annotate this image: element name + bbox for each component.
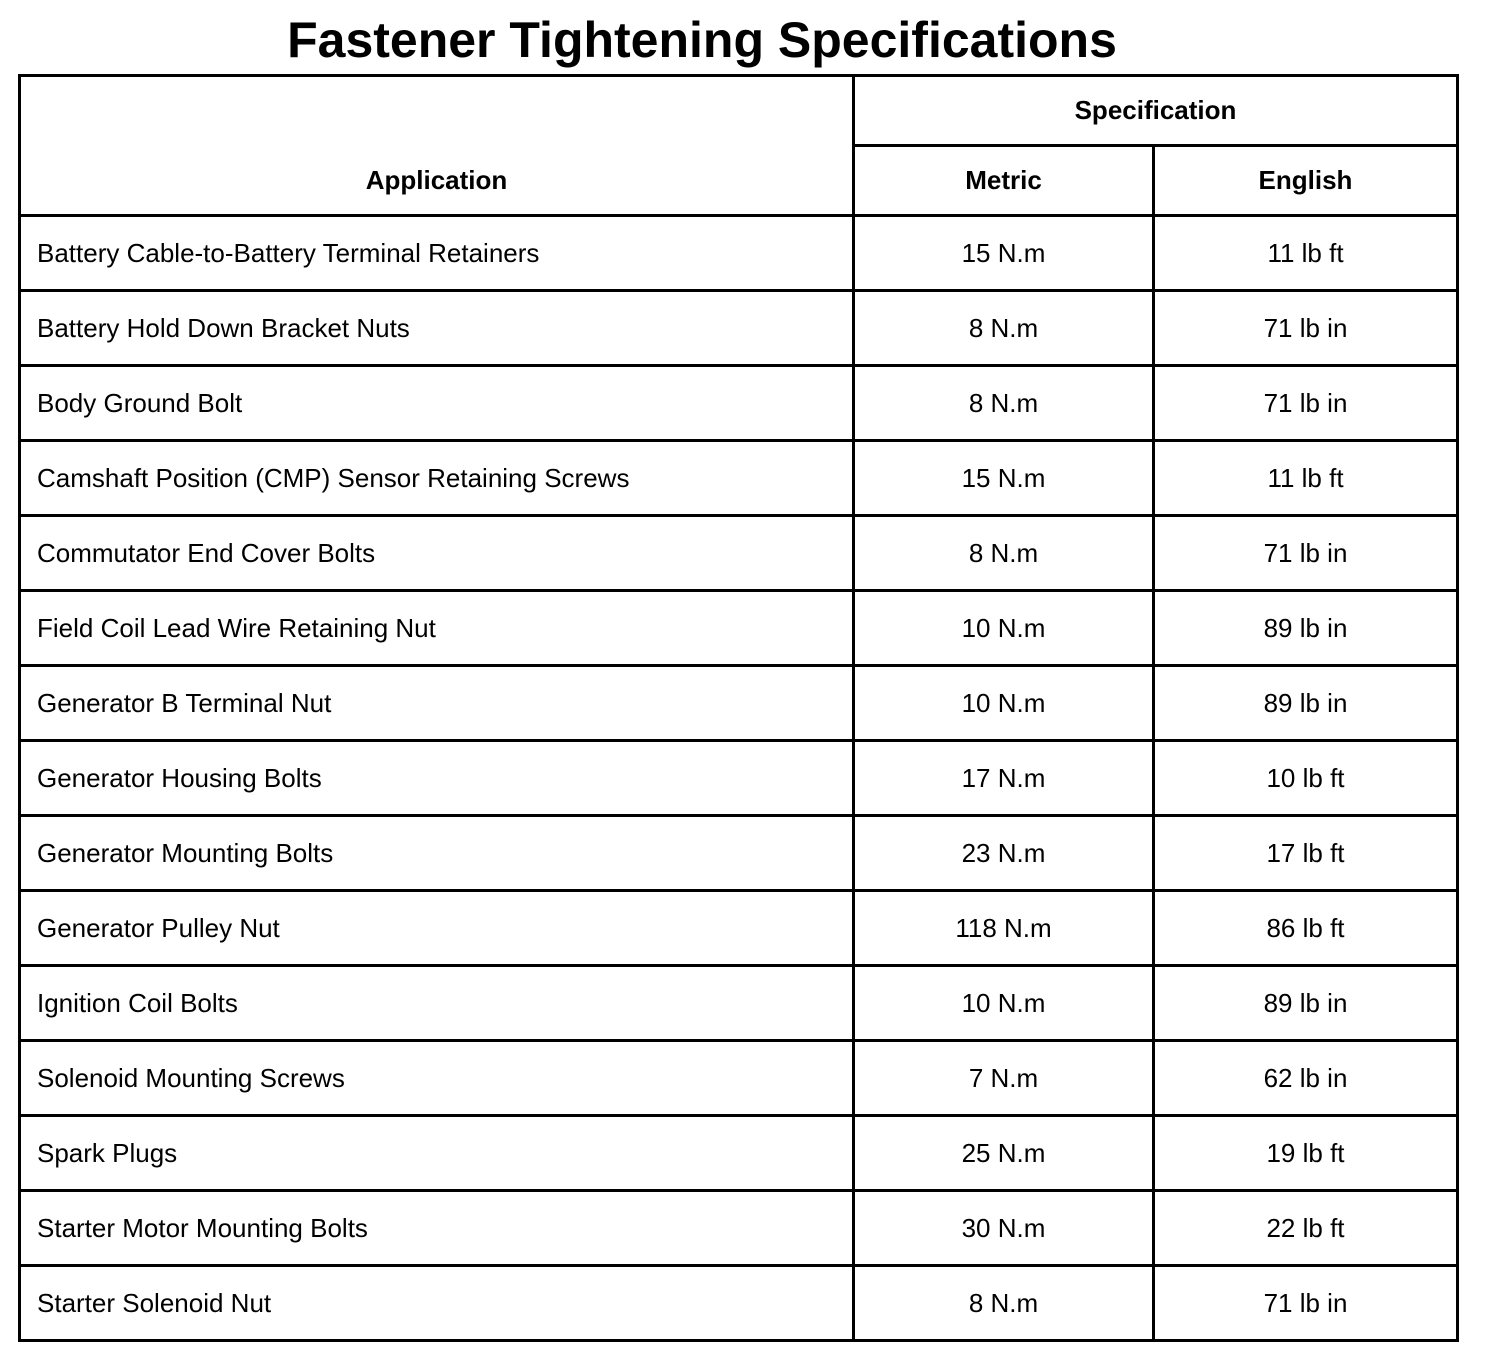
application-cell: Commutator End Cover Bolts <box>20 516 854 591</box>
metric-cell: 7 N.m <box>854 1041 1154 1116</box>
metric-cell: 30 N.m <box>854 1191 1154 1266</box>
table-row <box>20 1041 1458 1116</box>
english-cell: 22 lb ft <box>1154 1191 1458 1266</box>
page-title: Fastener Tightening Specifications <box>287 12 1117 68</box>
english-cell: 71 lb in <box>1154 516 1458 591</box>
specification-header: Specification <box>854 76 1458 146</box>
table-row <box>20 216 1458 291</box>
fastener-spec-table <box>18 74 1459 1342</box>
english-cell: 71 lb in <box>1154 1266 1458 1341</box>
english-cell: 89 lb in <box>1154 591 1458 666</box>
metric-cell: 23 N.m <box>854 816 1154 891</box>
table-row <box>20 966 1458 1041</box>
english-cell: 19 lb ft <box>1154 1116 1458 1191</box>
english-cell: 86 lb ft <box>1154 891 1458 966</box>
english-cell: 71 lb in <box>1154 291 1458 366</box>
english-cell: 89 lb in <box>1154 966 1458 1041</box>
metric-header: Metric <box>854 146 1154 216</box>
table-row <box>20 741 1458 816</box>
table-row <box>20 516 1458 591</box>
application-cell: Body Ground Bolt <box>20 366 854 441</box>
table-row <box>20 1191 1458 1266</box>
application-header: Application <box>20 76 854 216</box>
application-cell: Field Coil Lead Wire Retaining Nut <box>20 591 854 666</box>
application-cell: Starter Motor Mounting Bolts <box>20 1191 854 1266</box>
metric-cell: 8 N.m <box>854 516 1154 591</box>
english-cell: 17 lb ft <box>1154 816 1458 891</box>
english-cell: 11 lb ft <box>1154 216 1458 291</box>
table-row <box>20 816 1458 891</box>
english-cell: 10 lb ft <box>1154 741 1458 816</box>
table-row <box>20 1116 1458 1191</box>
english-header: English <box>1154 146 1458 216</box>
english-cell: 89 lb in <box>1154 666 1458 741</box>
application-cell: Generator B Terminal Nut <box>20 666 854 741</box>
metric-cell: 10 N.m <box>854 666 1154 741</box>
metric-cell: 17 N.m <box>854 741 1154 816</box>
metric-cell: 8 N.m <box>854 291 1154 366</box>
application-cell: Battery Hold Down Bracket Nuts <box>20 291 854 366</box>
table-row <box>20 291 1458 366</box>
application-cell: Camshaft Position (CMP) Sensor Retaining Screws <box>20 441 854 516</box>
application-cell: Starter Solenoid Nut <box>20 1266 854 1341</box>
table-row <box>20 891 1458 966</box>
header-row-top <box>20 76 1458 146</box>
metric-cell: 15 N.m <box>854 216 1154 291</box>
application-cell: Battery Cable-to-Battery Terminal Retainers <box>20 216 854 291</box>
application-cell: Generator Mounting Bolts <box>20 816 854 891</box>
metric-cell: 118 N.m <box>854 891 1154 966</box>
english-cell: 11 lb ft <box>1154 441 1458 516</box>
application-cell: Ignition Coil Bolts <box>20 966 854 1041</box>
table-row <box>20 366 1458 441</box>
table-row <box>20 1266 1458 1341</box>
metric-cell: 25 N.m <box>854 1116 1154 1191</box>
metric-cell: 10 N.m <box>854 591 1154 666</box>
table-row <box>20 441 1458 516</box>
metric-cell: 8 N.m <box>854 366 1154 441</box>
metric-cell: 8 N.m <box>854 1266 1154 1341</box>
table-row <box>20 666 1458 741</box>
metric-cell: 15 N.m <box>854 441 1154 516</box>
english-cell: 71 lb in <box>1154 366 1458 441</box>
english-cell: 62 lb in <box>1154 1041 1458 1116</box>
application-cell: Generator Pulley Nut <box>20 891 854 966</box>
application-cell: Solenoid Mounting Screws <box>20 1041 854 1116</box>
application-cell: Generator Housing Bolts <box>20 741 854 816</box>
table-row <box>20 591 1458 666</box>
metric-cell: 10 N.m <box>854 966 1154 1041</box>
application-cell: Spark Plugs <box>20 1116 854 1191</box>
